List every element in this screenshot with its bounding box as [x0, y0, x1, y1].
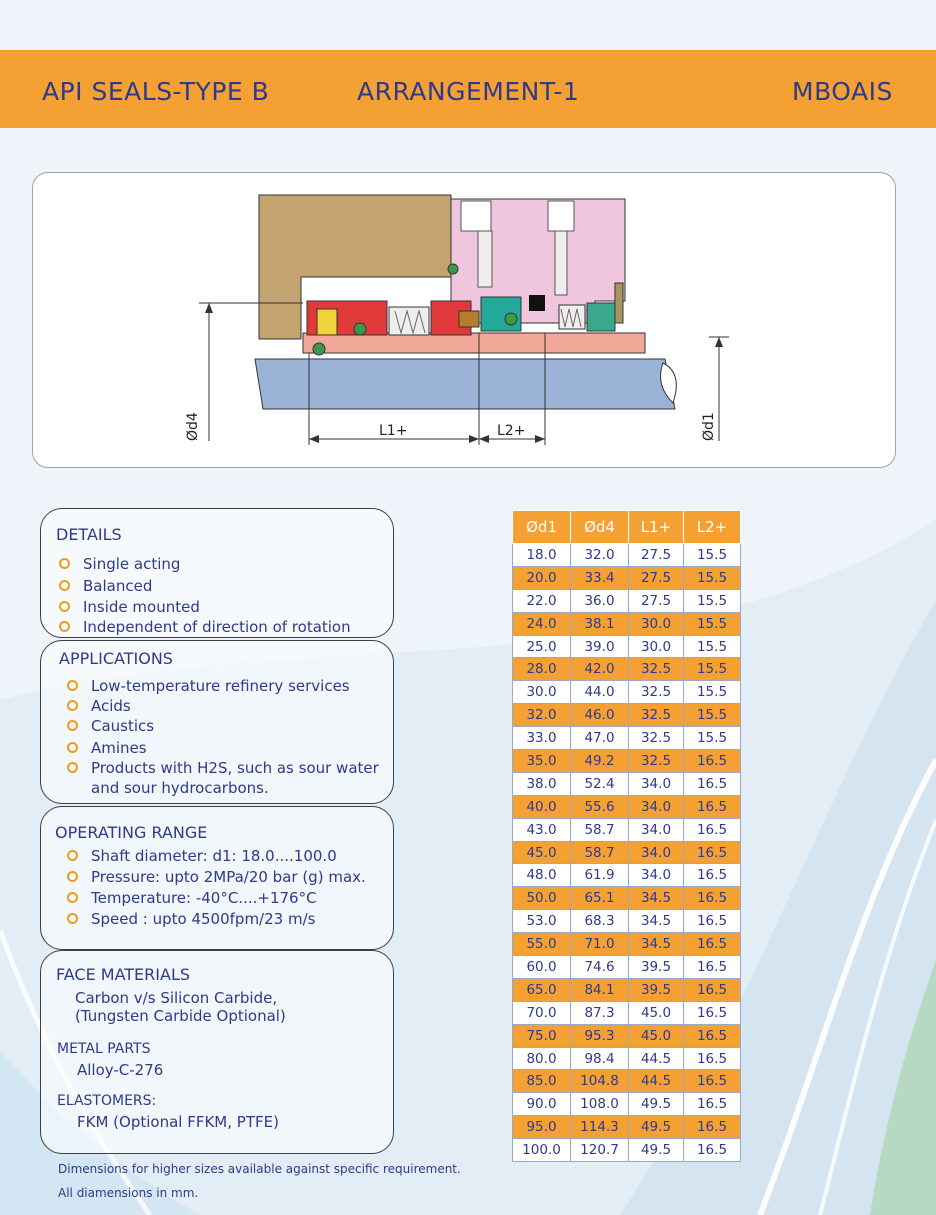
header-banner [0, 50, 936, 128]
table-row [513, 1116, 741, 1139]
list-item: Independent of direction of rotation [59, 618, 351, 638]
table-cell: 30.0 [513, 681, 571, 704]
table-cell: 34.5 [629, 887, 684, 910]
table-header-row [513, 511, 741, 544]
table-cell: 38.0 [513, 772, 571, 795]
table-cell: 85.0 [513, 1070, 571, 1093]
header-l1: L1+ [629, 511, 684, 544]
list-item: Caustics [67, 717, 379, 739]
table-cell: 100.0 [513, 1139, 571, 1162]
table-cell: 84.1 [571, 978, 629, 1001]
dimensions-table-body [513, 544, 741, 1162]
table-cell: 49.5 [629, 1139, 684, 1162]
table-cell: 15.5 [684, 727, 741, 750]
label-l1: L1+ [379, 423, 408, 439]
operating-range-panel [40, 806, 394, 950]
table-row [513, 544, 741, 567]
list-item: Low-temperature refinery services [67, 677, 379, 697]
details-panel [40, 508, 394, 638]
list-item: Acids [67, 697, 379, 717]
table-cell: 32.5 [629, 704, 684, 727]
table-row [513, 681, 741, 704]
table-row [513, 887, 741, 910]
table-cell: 33.4 [571, 566, 629, 589]
table-cell: 49.5 [629, 1116, 684, 1139]
list-item: Single acting [59, 555, 351, 577]
header-d4: Ød4 [571, 511, 629, 544]
table-cell: 16.5 [684, 864, 741, 887]
table-row [513, 612, 741, 635]
table-row [513, 1093, 741, 1116]
table-cell: 16.5 [684, 772, 741, 795]
header-l2: L2+ [684, 511, 741, 544]
seal-cross-section-drawing [33, 173, 895, 467]
table-cell: 16.5 [684, 818, 741, 841]
table-cell: 15.5 [684, 544, 741, 567]
table-cell: 16.5 [684, 1047, 741, 1070]
materials-panel [40, 950, 394, 1154]
table-cell: 45.0 [513, 841, 571, 864]
table-row [513, 910, 741, 933]
bullet-icon [59, 558, 70, 569]
table-cell: 46.0 [571, 704, 629, 727]
table-cell: 25.0 [513, 635, 571, 658]
table-row [513, 589, 741, 612]
table-row [513, 1070, 741, 1093]
bullet-icon [59, 601, 70, 612]
table-cell: 60.0 [513, 956, 571, 979]
table-cell: 49.5 [629, 1093, 684, 1116]
table-row [513, 1139, 741, 1162]
table-row [513, 750, 741, 773]
table-cell: 16.5 [684, 1116, 741, 1139]
list-item: Amines [67, 739, 379, 759]
table-cell: 61.9 [571, 864, 629, 887]
table-cell: 15.5 [684, 704, 741, 727]
applications-title: APPLICATIONS [59, 649, 173, 668]
table-cell: 104.8 [571, 1070, 629, 1093]
label-d4: Ød4 [185, 412, 201, 441]
table-cell: 70.0 [513, 1001, 571, 1024]
applications-panel [40, 640, 394, 804]
table-cell: 45.0 [629, 1024, 684, 1047]
table-cell: 15.5 [684, 635, 741, 658]
bullet-icon [67, 892, 78, 903]
table-cell: 74.6 [571, 956, 629, 979]
table-cell: 16.5 [684, 956, 741, 979]
bullet-icon [67, 850, 78, 861]
table-cell: 32.5 [629, 681, 684, 704]
product-title: API SEALS-TYPE B [42, 77, 270, 106]
table-cell: 42.0 [571, 658, 629, 681]
table-cell: 43.0 [513, 818, 571, 841]
table-cell: 44.5 [629, 1070, 684, 1093]
table-cell: 47.0 [571, 727, 629, 750]
label-d1: Ød1 [701, 412, 717, 441]
footnote-units: All diamensions in mm. [58, 1186, 199, 1200]
table-cell: 30.0 [629, 612, 684, 635]
table-cell: 15.5 [684, 589, 741, 612]
table-row [513, 635, 741, 658]
bullet-icon [59, 580, 70, 591]
table-cell: 39.0 [571, 635, 629, 658]
table-cell: 34.0 [629, 841, 684, 864]
table-cell: 20.0 [513, 566, 571, 589]
table-cell: 18.0 [513, 544, 571, 567]
bullet-icon [67, 700, 78, 711]
table-cell: 28.0 [513, 658, 571, 681]
table-cell: 71.0 [571, 933, 629, 956]
details-title: DETAILS [56, 525, 122, 544]
table-cell: 45.0 [629, 1001, 684, 1024]
table-cell: 95.3 [571, 1024, 629, 1047]
list-item: Pressure: upto 2MPa/20 bar (g) max. [67, 868, 366, 889]
table-row [513, 978, 741, 1001]
table-cell: 15.5 [684, 566, 741, 589]
table-row [513, 795, 741, 818]
table-cell: 39.5 [629, 978, 684, 1001]
table-cell: 95.0 [513, 1116, 571, 1139]
dimensions-table [512, 510, 741, 1162]
table-cell: 108.0 [571, 1093, 629, 1116]
table-cell: 48.0 [513, 864, 571, 887]
table-cell: 15.5 [684, 612, 741, 635]
table-row [513, 772, 741, 795]
table-cell: 32.0 [513, 704, 571, 727]
table-row [513, 818, 741, 841]
table-cell: 16.5 [684, 933, 741, 956]
table-row [513, 956, 741, 979]
table-cell: 16.5 [684, 795, 741, 818]
table-cell: 39.5 [629, 956, 684, 979]
list-item: Products with H2S, such as sour water [67, 759, 379, 779]
list-item: Balanced [59, 577, 351, 598]
table-cell: 34.0 [629, 795, 684, 818]
arrangement-title: ARRANGEMENT-1 [357, 77, 580, 106]
table-cell: 53.0 [513, 910, 571, 933]
table-cell: 50.0 [513, 887, 571, 910]
table-row [513, 658, 741, 681]
table-cell: 22.0 [513, 589, 571, 612]
table-cell: 49.2 [571, 750, 629, 773]
table-cell: 16.5 [684, 1139, 741, 1162]
list-item: Speed : upto 4500fpm/23 m/s [67, 910, 366, 931]
table-cell: 52.4 [571, 772, 629, 795]
table-cell: 16.5 [684, 1070, 741, 1093]
table-cell: 16.5 [684, 841, 741, 864]
elastomers-title: ELASTOMERS: [57, 1093, 157, 1109]
table-row [513, 864, 741, 887]
list-item: Inside mounted [59, 598, 351, 618]
table-cell: 15.5 [684, 681, 741, 704]
table-cell: 34.0 [629, 864, 684, 887]
bullet-icon [67, 913, 78, 924]
table-cell: 75.0 [513, 1024, 571, 1047]
table-cell: 55.0 [513, 933, 571, 956]
face-materials-title: FACE MATERIALS [56, 965, 191, 984]
table-cell: 55.6 [571, 795, 629, 818]
table-cell: 65.0 [513, 978, 571, 1001]
list-item-continuation: and sour hydrocarbons. [91, 779, 269, 797]
table-cell: 44.5 [629, 1047, 684, 1070]
bullet-icon [67, 742, 78, 753]
table-cell: 58.7 [571, 841, 629, 864]
face-materials-line2: (Tungsten Carbide Optional) [75, 1007, 286, 1025]
table-row [513, 727, 741, 750]
table-cell: 16.5 [684, 1024, 741, 1047]
table-cell: 114.3 [571, 1116, 629, 1139]
header-d1: Ød1 [513, 511, 571, 544]
label-l2: L2+ [497, 423, 526, 439]
table-cell: 44.0 [571, 681, 629, 704]
table-cell: 80.0 [513, 1047, 571, 1070]
table-cell: 90.0 [513, 1093, 571, 1116]
table-cell: 32.5 [629, 727, 684, 750]
table-cell: 34.0 [629, 772, 684, 795]
table-row [513, 1001, 741, 1024]
seal-drawing-panel [32, 172, 896, 468]
table-row [513, 1024, 741, 1047]
elastomers-value: FKM (Optional FFKM, PTFE) [77, 1113, 279, 1131]
table-cell: 34.5 [629, 933, 684, 956]
list-item: Temperature: -40°C....+176°C [67, 889, 366, 910]
table-cell: 65.1 [571, 887, 629, 910]
bullet-icon [67, 680, 78, 691]
table-cell: 27.5 [629, 544, 684, 567]
table-cell: 68.3 [571, 910, 629, 933]
brand-name: MBOAIS [792, 77, 893, 106]
table-cell: 36.0 [571, 589, 629, 612]
table-cell: 24.0 [513, 612, 571, 635]
list-item: Shaft diameter: d1: 18.0....100.0 [67, 847, 366, 868]
table-cell: 16.5 [684, 1093, 741, 1116]
table-cell: 35.0 [513, 750, 571, 773]
details-list [59, 555, 351, 638]
table-cell: 32.5 [629, 658, 684, 681]
table-cell: 58.7 [571, 818, 629, 841]
table-cell: 87.3 [571, 1001, 629, 1024]
table-cell: 27.5 [629, 566, 684, 589]
table-cell: 16.5 [684, 887, 741, 910]
table-cell: 16.5 [684, 750, 741, 773]
table-cell: 98.4 [571, 1047, 629, 1070]
table-row [513, 933, 741, 956]
table-cell: 38.1 [571, 612, 629, 635]
table-cell: 16.5 [684, 910, 741, 933]
table-cell: 33.0 [513, 727, 571, 750]
operating-range-title: OPERATING RANGE [55, 823, 208, 842]
table-cell: 34.0 [629, 818, 684, 841]
table-cell: 32.5 [629, 750, 684, 773]
footnote-sizes: Dimensions for higher sizes available against specific requirement. [58, 1162, 461, 1176]
bullet-icon [59, 621, 70, 632]
table-row [513, 1047, 741, 1070]
table-cell: 34.5 [629, 910, 684, 933]
bullet-icon [67, 762, 78, 773]
table-cell: 120.7 [571, 1139, 629, 1162]
table-cell: 27.5 [629, 589, 684, 612]
table-row [513, 841, 741, 864]
metal-parts-title: METAL PARTS [57, 1041, 151, 1057]
table-cell: 40.0 [513, 795, 571, 818]
metal-parts-value: Alloy-C-276 [77, 1061, 164, 1079]
bullet-icon [67, 871, 78, 882]
table-row [513, 566, 741, 589]
table-cell: 16.5 [684, 978, 741, 1001]
applications-list [67, 677, 379, 799]
table-cell: 32.0 [571, 544, 629, 567]
table-cell: 15.5 [684, 658, 741, 681]
table-row [513, 704, 741, 727]
bullet-icon [67, 720, 78, 731]
table-cell: 16.5 [684, 1001, 741, 1024]
operating-range-list [67, 847, 366, 931]
face-materials-line1: Carbon v/s Silicon Carbide, [75, 989, 278, 1007]
table-cell: 30.0 [629, 635, 684, 658]
